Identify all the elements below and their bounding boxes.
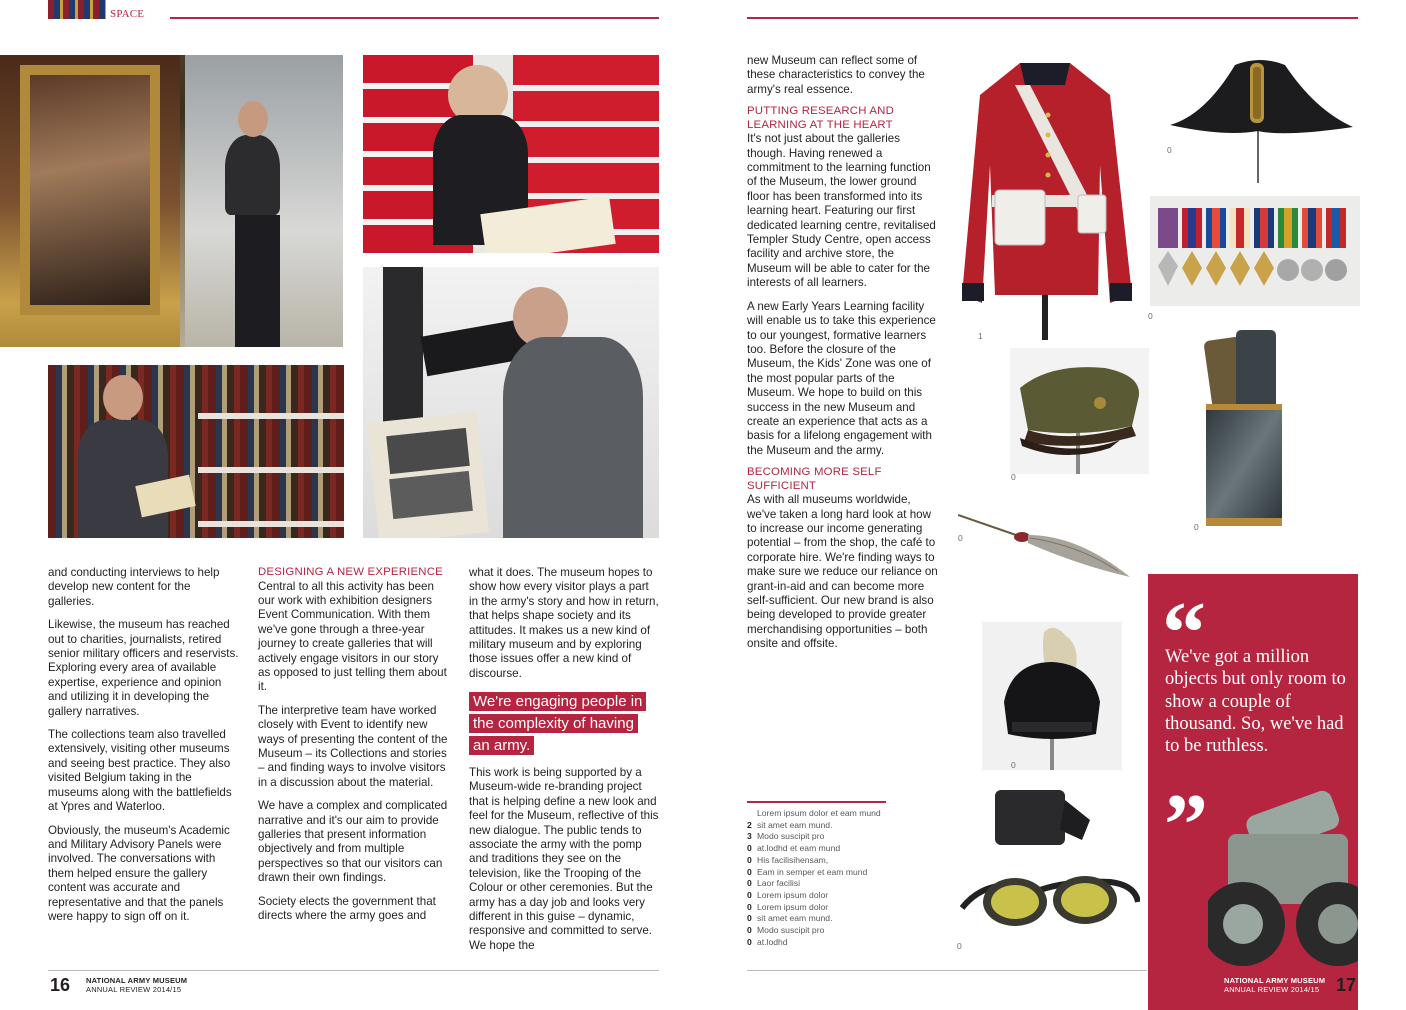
caption-case: 0 <box>1194 522 1199 532</box>
legend-item: 0 His facilisihensam, <box>747 854 829 865</box>
col3-paragraph: This work is being supported by a Museum-wide re-branding project that is helping define a new look and feel for the Museum, reflective of this new dialogue. The public tends to associate the army with the pomp and traditions they see on the television, like the Trooping of the Colour or other ceremonies. But the army has a day job and looks very different in this guise – dynamic, responsive and committed to serve. We hope the <box>469 766 659 952</box>
header-rule-right <box>747 17 1358 19</box>
medals-image <box>1150 196 1360 306</box>
heading-designing: DESIGNING A NEW EXPERIENCE <box>258 566 443 578</box>
peaked-cap-image <box>1010 348 1149 474</box>
caption-bicorne: 0 <box>1167 145 1172 155</box>
early-years-paragraph: A new Early Years Learning facility will enable us to take this experience to our youngest, formative learners too. Before the closure of the Museum, the Kids' Zone was one of the most popular parts of the Museum. We hope to build on this success in the new Museum and create an experience that acts as a basis for a lifelong engagement with the Museum and the army. <box>747 299 936 457</box>
ornate-case-image <box>1200 328 1290 528</box>
photo-digitising <box>363 267 659 538</box>
pull-quote <box>469 691 649 757</box>
legend-item: 0 Modo suscipit pro <box>747 925 825 936</box>
open-quote-icon: “ <box>1162 585 1206 682</box>
right-text-column <box>747 54 939 661</box>
caption-goggles: 0 <box>957 941 962 951</box>
left-column-1 <box>48 566 240 933</box>
legend-rule <box>747 801 886 803</box>
footer-rule-left <box>48 970 659 971</box>
caption-helmet: 0 <box>1011 760 1016 770</box>
field-gun-image <box>1208 784 1358 984</box>
bicorne-image <box>1165 55 1355 185</box>
col2-paragraph: Central to all this activity has been our work with exhibition designers Event Communication. With them we've gone through a three-year journey to create galleries that will actively engage visitors in our story as opposed to just telling them about it. <box>258 579 447 694</box>
legend-item: 0 Eam in semper et eam mund <box>747 866 868 877</box>
pull-quote-text: We're engaging people in the complexity of having an army. <box>469 692 646 755</box>
brand-subtitle: ANNUAL REVIEW 2014/15 <box>86 984 182 994</box>
goggles-image <box>960 790 1140 940</box>
whisk-image <box>958 505 1133 585</box>
col1-paragraph: Likewise, the museum has reached out to charities, journalists, retired senior military officers and reservists. Exploring every area of available expertise, experience and opinion and utilizing it in developing the gallery narratives. <box>48 618 239 718</box>
page-number-right: 17 <box>1336 975 1357 995</box>
plumed-helmet-image <box>982 622 1122 770</box>
brand-subtitle: ANNUAL REVIEW 2014/15 <box>1224 984 1320 994</box>
col2-paragraph: The interpretive team have worked closely with Event to identify new ways of presenting the content of the Museum – its Collections and stories – and finding ways to involve visitors in a discussion about the material. <box>258 703 448 789</box>
legend-item: 0 at.lodhd <box>747 936 788 947</box>
photo-library-reading <box>48 365 344 538</box>
col2-paragraph: We have a complex and complicated narrative and it's our aim to provide galleries that present information objectively and from multiple perspectives so that our visitors can drawn their own findings. <box>258 799 448 885</box>
col3-paragraph: what it does. The museum hopes to show how every visitor plays a part in the army's story and how in return, that helps shape society and its attitudes. It makes us a new kind of military museum and by exploring those issues offer a new kind of discourse. <box>469 566 659 680</box>
brand-name: NATIONAL ARMY MUSEUM <box>1224 976 1326 985</box>
photo-archive-shelves <box>363 55 659 253</box>
legend-item: 0 Laor facilisi <box>747 878 800 889</box>
caption-medals: 0 <box>1148 311 1153 321</box>
header-rule-left <box>170 17 659 19</box>
caption-cap: 0 <box>1011 472 1016 482</box>
page-number-left: 16 <box>50 975 71 995</box>
footer-brand-right <box>1224 977 1325 994</box>
legend-item: 0 sit amet eam mund. <box>747 913 833 924</box>
legend-item: Lorem ipsum dolor et eam mund <box>757 808 881 818</box>
col1-paragraph: and conducting interviews to help develop new content for the galleries. <box>48 566 220 608</box>
footer-rule-right <box>747 970 1147 971</box>
header-ribbon-icon <box>48 0 106 19</box>
legend-item: 0 at.lodhd et eam mund <box>747 843 841 854</box>
tunic-image <box>960 55 1135 340</box>
caption-whisk: 0 <box>958 533 963 543</box>
research-paragraph: It's not just about the galleries though. Having renewed a commitment to the learning function of the Museum, the lower ground floor has been transformed into its learning heart. Featuring our first dedicated learning centre, revitalised Templer Study Centre, open access facility and archive store, the Museum will be able to cater for the interests of all learners. <box>747 132 936 290</box>
col2-paragraph: Society elects the government that directs where the army goes and <box>258 894 436 923</box>
col1-paragraph: Obviously, the museum's Academic and Military Advisory Panels were involved. The conversations with them helped ensure the gallery content was accurate and representative and that the panels were happy to sign off on it. <box>48 823 230 923</box>
footer-brand-left <box>86 977 187 994</box>
self-sufficient-paragraph: As with all museums worldwide, we've taken a long hard look at how to increase our income generating potential – from the shop, the café to corporate hire. We're finding ways to make sure we reduce our reliance on grant-in-aid and can become more self-sufficient. Our new brand is also being developed to provide greater merchandising opportunities – both onsite and offsite. <box>747 493 938 651</box>
legend-item: 0 Lorem ipsum dolor <box>747 901 829 912</box>
object-legend <box>747 808 887 948</box>
left-column-2 <box>258 566 451 932</box>
photo-moving-painting <box>0 55 343 347</box>
legend-item: 0 Lorem ipsum dolor <box>747 889 829 900</box>
close-quote-icon: ” <box>1164 777 1208 874</box>
heading-self-sufficient: BECOMING MORE SELF SUFFICIENT <box>747 466 882 492</box>
caption-tunic: 1 <box>978 331 983 341</box>
left-column-3-bottom <box>469 766 659 962</box>
col1-paragraph: The collections team also travelled extensively, visiting other museums and seeing best practice. They also visited Belgium taking in the museums along with the battlefields at Ypres and Waterloo. <box>48 728 232 814</box>
legend-item: 2 sit amet eam mund. <box>747 819 833 830</box>
left-column-3-top <box>469 566 659 690</box>
intro-paragraph: new Museum can reflect some of these characteristics to convey the army's real essence. <box>747 54 925 96</box>
quote-panel <box>1148 574 1358 1010</box>
quote-text: We've got a million objects but only room to show a couple of thousand. So, we've had to be ruthless. <box>1165 647 1346 757</box>
heading-research: PUTTING RESEARCH AND LEARNING AT THE HEART <box>747 105 895 131</box>
section-label: SPACE <box>110 8 145 20</box>
legend-item: 3 Modo suscipit pro <box>747 831 825 842</box>
brand-name: NATIONAL ARMY MUSEUM <box>86 976 188 985</box>
